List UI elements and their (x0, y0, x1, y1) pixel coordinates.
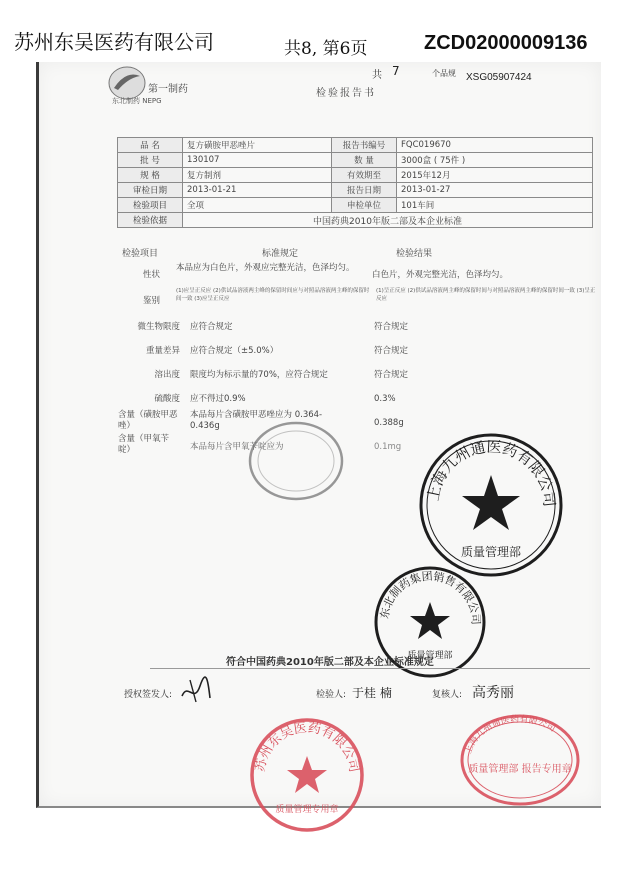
info-value: 130107 (183, 153, 332, 168)
table-row (118, 168, 593, 183)
result-value: 符合规定 (374, 322, 409, 332)
info-value: 复方磺胺甲恶唑片 (183, 138, 332, 153)
result-item: 含量（甲氧苄啶） (118, 434, 170, 455)
reviewer-label: 复核人: (432, 690, 463, 700)
result-item: 性状 (142, 270, 160, 280)
table-row (118, 183, 593, 198)
spec-value: XSG05907424 (466, 72, 532, 83)
info-value: 全项 (183, 198, 332, 213)
info-label: 报告日期 (332, 183, 397, 198)
conclusion-divider (150, 668, 590, 669)
result-standard: 应符合规定 (190, 322, 233, 332)
result-value: 0.388g (374, 418, 404, 428)
result-standard: 应符合规定（±5.0%） (190, 346, 279, 356)
info-value: 2013-01-27 (397, 183, 593, 198)
info-value: FQC019670 (397, 138, 593, 153)
result-standard: 限度均为标示量的70%，应符合规定 (190, 370, 328, 380)
shanghai-quality-stamp-icon (416, 430, 566, 580)
info-label: 申检单位 (332, 198, 397, 213)
stamp-dongbei-dept: 质量管理部 (407, 651, 453, 661)
stamp-shanghai-red-name: 上海九州通医药有限公司 (463, 714, 558, 756)
info-value: 101车间 (397, 198, 593, 213)
info-value: 2013-01-21 (183, 183, 332, 198)
stamp-shanghai-dept: 质量管理部 (460, 545, 522, 559)
info-label: 数 量 (332, 153, 397, 168)
suzhou-red-stamp-icon (248, 716, 366, 834)
info-label: 批 号 (118, 153, 183, 168)
result-item: 微生物限度 (137, 322, 180, 332)
faded-inspection-stamp-icon (246, 418, 346, 504)
results-col-result: 检验结果 (396, 249, 433, 259)
authorizer-label: 授权签发人: (124, 690, 173, 700)
stamp-dongbei-name: 东北制药集团销售有限公司 (377, 569, 483, 626)
stamp-suzhou-dept: 质量管理专用章 (275, 805, 339, 815)
result-standard: 本品每片含磺胺甲恶唑应为 0.364-0.436g (190, 410, 323, 431)
results-col-item: 检验项目 (122, 249, 159, 259)
info-value: 复方制剂 (183, 168, 332, 183)
info-value: 2015年12月 (397, 168, 593, 183)
info-label: 有效期至 (332, 168, 397, 183)
header-document-code: ZCD02000009136 (424, 32, 588, 54)
reviewer-signature: 高秀丽 (472, 685, 514, 701)
header-page-count: 共8, 第6页 (284, 39, 368, 59)
inspector-label: 检验人: (316, 690, 347, 700)
logo-subtext: 东北制药 NEPG (112, 97, 162, 105)
info-value: 3000盒 ( 75件 ) (397, 153, 593, 168)
results-col-standard: 标准规定 (262, 249, 299, 259)
info-label: 审检日期 (118, 183, 183, 198)
result-item: 硫酸度 (154, 394, 180, 404)
report-title: 检验报告书 (316, 88, 376, 99)
result-value: 符合规定 (374, 346, 409, 356)
result-value: 符合规定 (374, 370, 409, 380)
basis-value: 中国药典2010年版二部及本企业标准 (183, 213, 593, 228)
info-label: 报告书编号 (332, 138, 397, 153)
result-value: (1)呈正反应 (2)供试品溶液两主峰的保留时间与对照品溶液两主峰的保留时间一致 (3)呈正反应 (376, 288, 596, 302)
report-conclusion: 符合中国药典2010年版二部及本企业标准规定 (226, 657, 434, 668)
result-item: 重量差异 (145, 346, 180, 356)
page-count-value: 7 (392, 64, 400, 78)
result-value: 白色片，外观完整光洁，色泽均匀。 (372, 270, 509, 280)
logo-text: 第一制药 (148, 84, 188, 95)
result-value: 0.1mg (374, 442, 402, 452)
table-row (118, 153, 593, 168)
table-row (118, 138, 593, 153)
table-row (118, 198, 593, 213)
table-row (118, 213, 593, 228)
result-standard: 本品应为白色片，外观应完整光洁，色泽均匀。 (176, 263, 355, 273)
stamp-shanghai-name: 上海九州通医药有限公司 (423, 437, 559, 508)
result-item: 含量（磺胺甲恶唑） (118, 410, 178, 431)
info-label: 规 格 (118, 168, 183, 183)
report-info-table (117, 137, 593, 228)
result-item: 鉴别 (142, 296, 160, 306)
result-standard: 应不得过0.9% (190, 394, 246, 404)
basis-label: 检验依据 (118, 213, 183, 228)
header-company-name: 苏州东吴医药有限公司 (14, 30, 214, 54)
authorizer-signature-icon (178, 676, 214, 706)
result-item: 溶出度 (154, 370, 180, 380)
info-label: 检验项目 (118, 198, 183, 213)
info-label: 品 名 (118, 138, 183, 153)
stamp-shanghai-red-dept: 质量管理部 报告专用章 (468, 764, 572, 775)
page-prefix: 共 (372, 70, 382, 81)
result-value: 0.3% (374, 394, 396, 404)
stamp-suzhou-name: 苏州东吴医药有限公司 (252, 720, 362, 774)
result-standard: (1)应呈正反应 (2)供试品溶液两主峰的保留时间应与对照品溶液两主峰的保留时间一致 (3)应呈正反应 (176, 288, 370, 302)
inspector-signature: 于桂 楠 (352, 686, 392, 700)
shanghai-red-report-stamp-icon (458, 712, 582, 808)
spec-label: 个品规 (432, 69, 456, 78)
result-standard: 本品每片含甲氧苄啶应为 (190, 442, 284, 452)
